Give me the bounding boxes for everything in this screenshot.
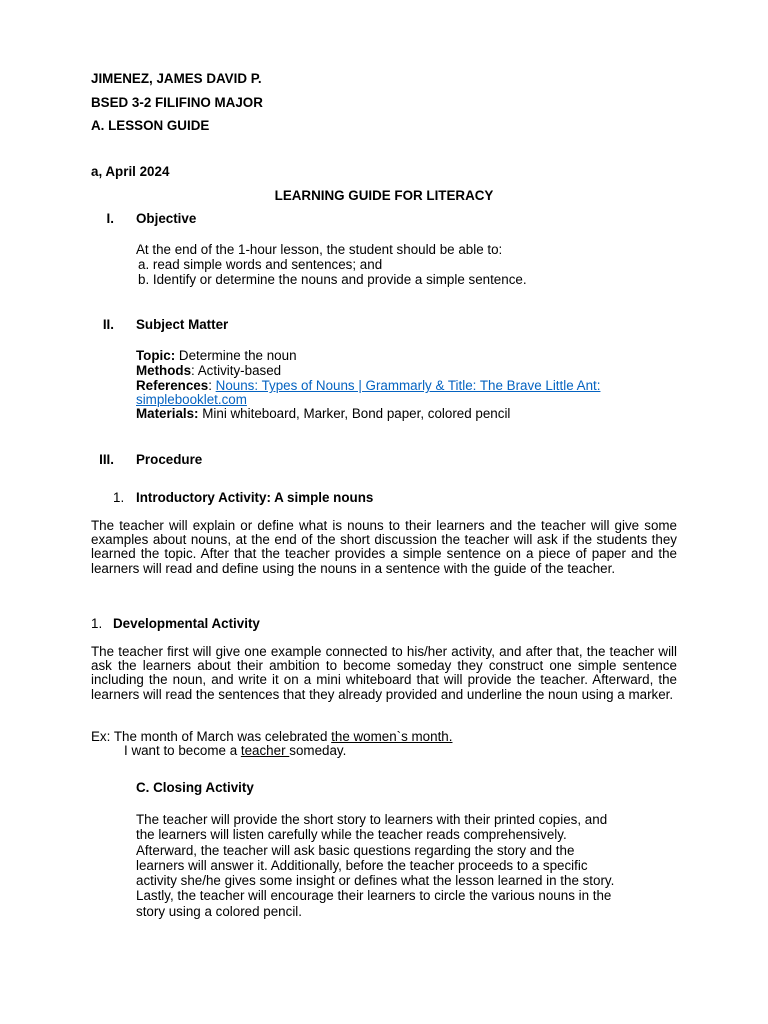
- student-name: JIMENEZ, JAMES DAVID P.: [91, 71, 262, 86]
- developmental-activity-body: The teacher first will give one example connected to his/her activity, and after that, the teacher will ask the learners about their ambition to become someday they construct one simple sentence including the noun, and write it on a mini whiteboard that will provide the teacher. Afterward, the learners will read the sentences that they already provided and underline the noun using a marker.: [91, 644, 677, 702]
- developmental-activity-number: 1.: [91, 616, 103, 631]
- objective-item-b: b. Identify or determine the nouns and provide a simple sentence.: [138, 272, 527, 287]
- section-heading: A. LESSON GUIDE: [91, 118, 210, 133]
- closing-activity-body: [136, 812, 614, 919]
- closing-activity-heading: C. Closing Activity: [136, 780, 254, 795]
- example-2-suffix: someday.: [289, 743, 347, 758]
- objective-intro: At the end of the 1-hour lesson, the student should be able to:: [136, 242, 503, 257]
- subject-matter-heading: Subject Matter: [136, 317, 229, 332]
- example-1-prefix: Ex: The month of March was celebrated: [91, 729, 332, 744]
- methods-value: : Activity-based: [191, 363, 282, 378]
- closing-line: activity she/he gives some insight or defines what the lesson learned in the story.: [136, 873, 615, 889]
- topic-line: [136, 349, 297, 363]
- objective-item-a: a. read simple words and sentences; and: [138, 257, 383, 272]
- materials-value: Mini whiteboard, Marker, Bond paper, colored pencil: [198, 406, 511, 421]
- intro-activity-body: The teacher will explain or define what is nouns to their learners and the teacher will give some examples about nouns, at the end of the short discussion the teacher will ask if the students they learned the topic. After that the teacher provides a simple sentence on a piece of paper and the learners will read and define using the nouns in a sentence with the guide of the teacher.: [91, 518, 677, 576]
- topic-value: Determine the noun: [178, 348, 297, 363]
- course-line: BSED 3-2 FILIFINO MAJOR: [91, 95, 263, 110]
- objective-number: I.: [106, 211, 114, 226]
- example-2-prefix: I want to become a: [124, 743, 241, 758]
- topic-label: Topic:: [136, 348, 176, 363]
- procedure-heading: Procedure: [136, 452, 203, 467]
- intro-activity-heading: Introductory Activity: A simple nouns: [136, 490, 374, 505]
- methods-label: Methods: [136, 363, 192, 378]
- methods-line: [136, 364, 281, 378]
- objective-heading: Objective: [136, 211, 197, 226]
- subject-matter-number: II.: [102, 317, 114, 332]
- references-label: References: [136, 378, 209, 393]
- intro-activity-number: 1.: [113, 490, 125, 505]
- closing-line: The teacher will provide the short story to learners with their printed copies, and: [136, 812, 608, 827]
- procedure-number: III.: [99, 452, 114, 467]
- closing-line: Lastly, the teacher will encourage their learners to circle the various nouns in the: [136, 888, 612, 904]
- closing-line: Afterward, the teacher will ask basic questions regarding the story and the: [136, 842, 575, 858]
- materials-label: Materials:: [136, 406, 199, 421]
- example-sentence-2: [124, 744, 346, 758]
- references-link[interactable]: Nouns: Types of Nouns | Grammarly & Title: The Brave Little Ant:: [215, 378, 601, 393]
- example-1-noun: the women`s month.: [331, 729, 453, 744]
- developmental-activity-heading: Developmental Activity: [113, 616, 260, 631]
- closing-line: story using a colored pencil.: [136, 903, 302, 919]
- closing-line: the learners will listen carefully while the teacher reads comprehensively.: [136, 827, 567, 843]
- document-title: LEARNING GUIDE FOR LITERACY: [274, 188, 494, 203]
- references-separator: :: [208, 378, 216, 393]
- date-line: a, April 2024: [91, 164, 170, 179]
- example-2-noun: teacher: [240, 743, 290, 758]
- closing-line: learners will answer it. Additionally, before the teacher proceeds to a specific: [136, 857, 588, 873]
- materials-line: [136, 407, 510, 421]
- references-link-2[interactable]: simplebooklet.com: [136, 392, 247, 407]
